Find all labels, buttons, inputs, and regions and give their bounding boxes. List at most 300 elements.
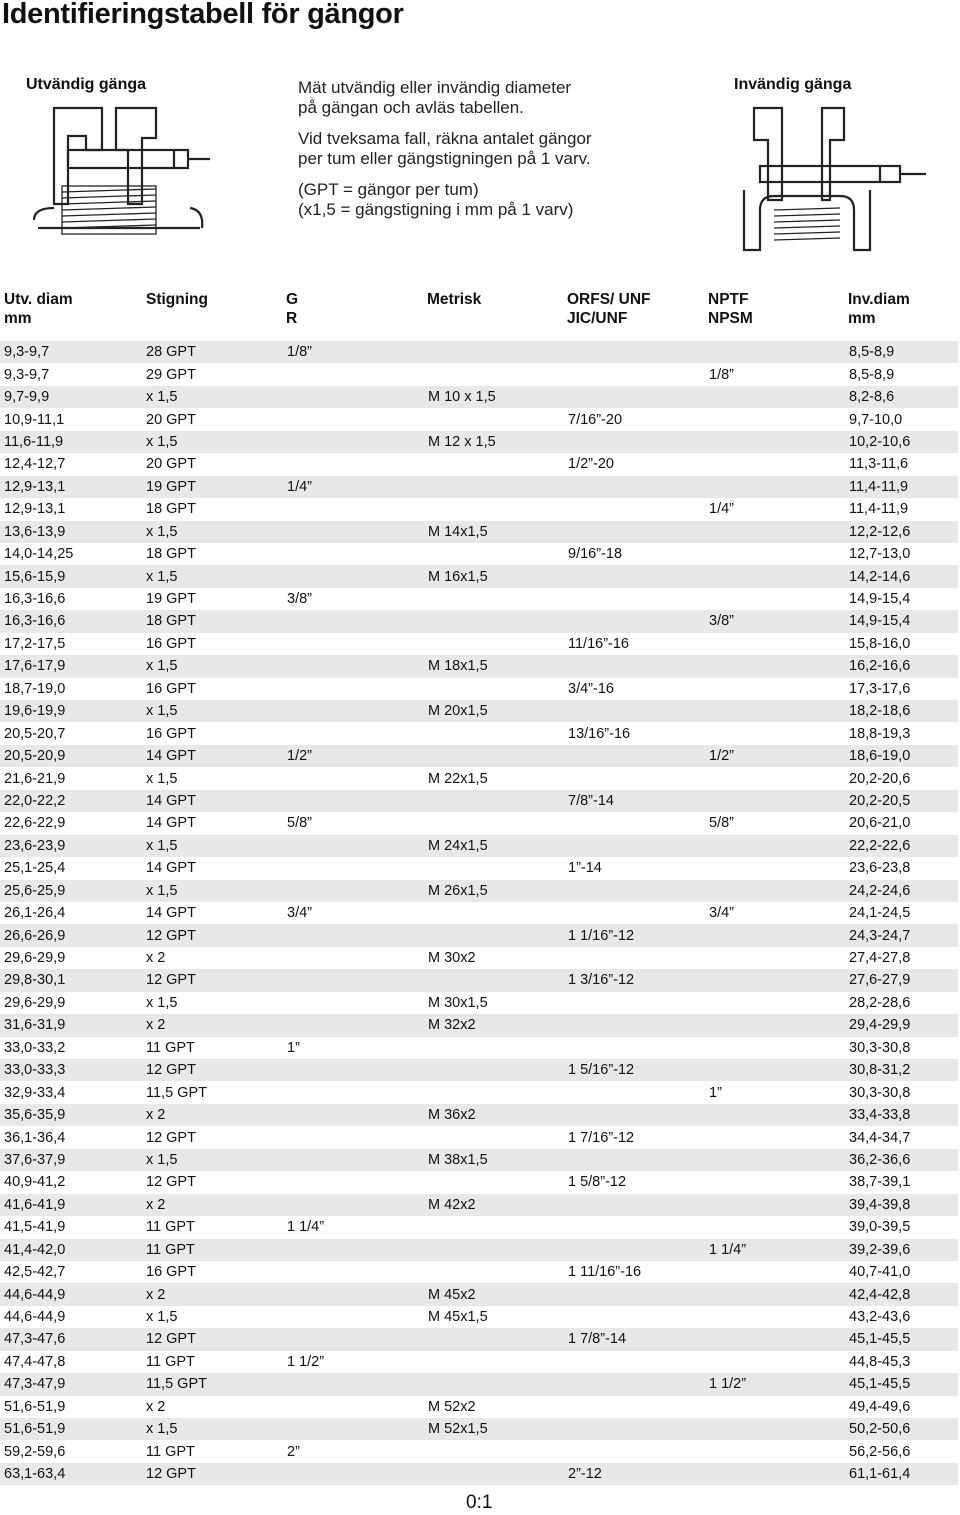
g-r-cell [283, 1306, 424, 1328]
inner-diameter-cell: 11,4-11,9 [845, 476, 958, 498]
outer-diameter-cell: 26,6-26,9 [0, 924, 142, 946]
inner-diameter-cell: 14,9-15,4 [845, 588, 958, 610]
outer-diameter-cell: 11,6-11,9 [0, 431, 142, 453]
g-r-cell [283, 610, 424, 632]
orfs-jic-cell [564, 1418, 705, 1440]
pitch-cell: 14 GPT [142, 790, 283, 812]
instruction-block-2 [298, 129, 638, 169]
metric-cell [424, 408, 564, 430]
orfs-jic-cell [564, 767, 705, 789]
orfs-jic-cell [564, 1373, 705, 1395]
table-row [0, 1014, 958, 1036]
table-row [0, 341, 958, 363]
g-r-cell [283, 767, 424, 789]
g-r-cell: 1 1/2” [283, 1351, 424, 1373]
outer-diameter-cell: 44,6-44,9 [0, 1306, 142, 1328]
inner-diameter-cell: 45,1-45,5 [845, 1373, 958, 1395]
g-r-cell [283, 969, 424, 991]
table-row [0, 1171, 958, 1193]
metric-cell [424, 678, 564, 700]
pitch-cell: x 1,5 [142, 565, 283, 587]
metric-cell [424, 924, 564, 946]
g-r-cell [283, 1059, 424, 1081]
outer-diameter-cell: 23,6-23,9 [0, 835, 142, 857]
table-row [0, 835, 958, 857]
pitch-cell: 29 GPT [142, 363, 283, 385]
orfs-jic-cell: 1 7/16”-12 [564, 1126, 705, 1148]
inner-diameter-cell: 30,3-30,8 [845, 1037, 958, 1059]
table-row [0, 767, 958, 789]
pitch-cell: x 2 [142, 1396, 283, 1418]
inner-diameter-cell: 18,8-19,3 [845, 722, 958, 744]
column-header-pitch [146, 290, 208, 309]
metric-cell [424, 902, 564, 924]
metric-cell [424, 1059, 564, 1081]
g-r-cell [283, 1463, 424, 1485]
nptf-npsm-cell [705, 1283, 845, 1305]
nptf-npsm-cell [705, 947, 845, 969]
pitch-cell: x 2 [142, 1194, 283, 1216]
table-row [0, 1216, 958, 1238]
inner-diameter-cell: 42,4-42,8 [845, 1283, 958, 1305]
header-line: JIC/UNF [567, 310, 628, 327]
header-line: Inv.diam [848, 291, 910, 308]
table-row [0, 1418, 958, 1440]
g-r-cell [283, 1081, 424, 1103]
header-line: NPTF [708, 291, 749, 308]
g-r-cell [283, 678, 424, 700]
inner-diameter-cell: 40,7-41,0 [845, 1261, 958, 1283]
orfs-jic-cell: 1 7/8”-14 [564, 1328, 705, 1350]
inner-diameter-cell: 39,2-39,6 [845, 1239, 958, 1261]
orfs-jic-cell [564, 521, 705, 543]
g-r-cell [283, 431, 424, 453]
metric-cell [424, 969, 564, 991]
orfs-jic-cell [564, 386, 705, 408]
orfs-jic-cell [564, 700, 705, 722]
pitch-cell: 18 GPT [142, 610, 283, 632]
orfs-jic-cell [564, 992, 705, 1014]
header-line: NPSM [708, 310, 753, 327]
outer-diameter-cell: 41,4-42,0 [0, 1239, 142, 1261]
table-row [0, 1239, 958, 1261]
metric-cell [424, 453, 564, 475]
thread-identification-table [0, 341, 958, 1485]
inner-diameter-cell: 22,2-22,6 [845, 835, 958, 857]
table-row [0, 1283, 958, 1305]
metric-cell [424, 1328, 564, 1350]
g-r-cell [283, 700, 424, 722]
table-row [0, 1149, 958, 1171]
orfs-jic-cell: 1 3/16”-12 [564, 969, 705, 991]
table-row [0, 992, 958, 1014]
metric-cell [424, 1261, 564, 1283]
table-row [0, 1306, 958, 1328]
inner-diameter-cell: 30,3-30,8 [845, 1081, 958, 1103]
nptf-npsm-cell [705, 341, 845, 363]
g-r-cell: 1/8” [283, 341, 424, 363]
metric-cell [424, 1081, 564, 1103]
table-row [0, 812, 958, 834]
outer-diameter-cell: 25,6-25,9 [0, 880, 142, 902]
g-r-cell [283, 790, 424, 812]
orfs-jic-cell: 2”-12 [564, 1463, 705, 1485]
instruction-block-3 [298, 180, 638, 220]
orfs-jic-cell [564, 812, 705, 834]
pitch-cell: x 1,5 [142, 835, 283, 857]
inner-diameter-cell: 33,4-33,8 [845, 1104, 958, 1126]
g-r-cell [283, 565, 424, 587]
nptf-npsm-cell [705, 790, 845, 812]
inner-diameter-cell: 29,4-29,9 [845, 1014, 958, 1036]
outer-diameter-cell: 13,6-13,9 [0, 521, 142, 543]
outer-diameter-cell: 33,0-33,3 [0, 1059, 142, 1081]
pitch-cell: 14 GPT [142, 902, 283, 924]
pitch-cell: x 1,5 [142, 1418, 283, 1440]
g-r-cell [283, 1239, 424, 1261]
pitch-cell: 28 GPT [142, 341, 283, 363]
nptf-npsm-cell [705, 543, 845, 565]
column-header-g-r [286, 290, 298, 328]
g-r-cell [283, 1283, 424, 1305]
outer-diameter-cell: 14,0-14,25 [0, 543, 142, 565]
outer-diameter-cell: 33,0-33,2 [0, 1037, 142, 1059]
outer-diameter-cell: 59,2-59,6 [0, 1440, 142, 1462]
metric-cell [424, 341, 564, 363]
orfs-jic-cell [564, 947, 705, 969]
pitch-cell: 12 GPT [142, 1171, 283, 1193]
outer-diameter-cell: 18,7-19,0 [0, 678, 142, 700]
nptf-npsm-cell [705, 588, 845, 610]
metric-cell [424, 610, 564, 632]
nptf-npsm-cell [705, 453, 845, 475]
orfs-jic-cell: 1 5/8”-12 [564, 1171, 705, 1193]
nptf-npsm-cell [705, 1126, 845, 1148]
inner-diameter-cell: 61,1-61,4 [845, 1463, 958, 1485]
pitch-cell: 11 GPT [142, 1216, 283, 1238]
inner-diameter-cell: 56,2-56,6 [845, 1440, 958, 1462]
inner-diameter-cell: 38,7-39,1 [845, 1171, 958, 1193]
g-r-cell: 1” [283, 1037, 424, 1059]
inner-diameter-cell: 27,6-27,9 [845, 969, 958, 991]
metric-cell [424, 857, 564, 879]
nptf-npsm-cell [705, 1014, 845, 1036]
inner-diameter-cell: 10,2-10,6 [845, 431, 958, 453]
pitch-cell: 12 GPT [142, 1328, 283, 1350]
header-line: G [286, 291, 299, 308]
inner-diameter-cell: 39,4-39,8 [845, 1194, 958, 1216]
pitch-cell: 11 GPT [142, 1351, 283, 1373]
outer-diameter-cell: 63,1-63,4 [0, 1463, 142, 1485]
nptf-npsm-cell [705, 1351, 845, 1373]
table-row [0, 476, 958, 498]
pitch-cell: 14 GPT [142, 745, 283, 767]
pitch-cell: x 1,5 [142, 1149, 283, 1171]
pitch-cell: 20 GPT [142, 408, 283, 430]
outer-diameter-cell: 35,6-35,9 [0, 1104, 142, 1126]
g-r-cell: 3/4” [283, 902, 424, 924]
table-body [0, 341, 958, 1485]
outer-diameter-cell: 12,9-13,1 [0, 498, 142, 520]
g-r-cell [283, 1149, 424, 1171]
table-row [0, 633, 958, 655]
metric-cell: M 24x1,5 [424, 835, 564, 857]
outer-diameter-cell: 26,1-26,4 [0, 902, 142, 924]
g-r-cell [283, 498, 424, 520]
pitch-cell: 11 GPT [142, 1037, 283, 1059]
g-r-cell [283, 655, 424, 677]
nptf-npsm-cell [705, 1059, 845, 1081]
outer-diameter-cell: 12,9-13,1 [0, 476, 142, 498]
outer-diameter-cell: 17,2-17,5 [0, 633, 142, 655]
pitch-cell: 16 GPT [142, 722, 283, 744]
pitch-cell: 19 GPT [142, 588, 283, 610]
nptf-npsm-cell [705, 1149, 845, 1171]
inner-diameter-cell: 34,4-34,7 [845, 1126, 958, 1148]
metric-cell [424, 1463, 564, 1485]
outer-diameter-cell: 17,6-17,9 [0, 655, 142, 677]
inner-diameter-cell: 8,5-8,9 [845, 363, 958, 385]
nptf-npsm-cell [705, 408, 845, 430]
table-row [0, 543, 958, 565]
table-row [0, 1396, 958, 1418]
metric-cell [424, 498, 564, 520]
table-row [0, 453, 958, 475]
orfs-jic-cell: 3/4”-16 [564, 678, 705, 700]
header-line: Stigning [146, 291, 208, 308]
metric-cell: M 18x1,5 [424, 655, 564, 677]
orfs-jic-cell [564, 1396, 705, 1418]
column-header-orfs-jic [567, 290, 651, 328]
metric-cell [424, 1037, 564, 1059]
nptf-npsm-cell: 1 1/2” [705, 1373, 845, 1395]
outer-diameter-cell: 47,3-47,6 [0, 1328, 142, 1350]
pitch-cell: 12 GPT [142, 969, 283, 991]
outer-diameter-cell: 22,0-22,2 [0, 790, 142, 812]
g-r-cell [283, 722, 424, 744]
outer-diameter-cell: 10,9-11,1 [0, 408, 142, 430]
pitch-cell: 18 GPT [142, 498, 283, 520]
nptf-npsm-cell [705, 655, 845, 677]
outer-diameter-cell: 9,3-9,7 [0, 363, 142, 385]
column-header-nptf-npsm [708, 290, 753, 328]
g-r-cell [283, 1328, 424, 1350]
table-row [0, 431, 958, 453]
outer-diameter-cell: 47,3-47,9 [0, 1373, 142, 1395]
table-row [0, 1194, 958, 1216]
g-r-cell: 1 1/4” [283, 1216, 424, 1238]
metric-cell: M 45x1,5 [424, 1306, 564, 1328]
orfs-jic-cell: 9/16”-18 [564, 543, 705, 565]
nptf-npsm-cell [705, 521, 845, 543]
nptf-npsm-cell [705, 1194, 845, 1216]
orfs-jic-cell [564, 1306, 705, 1328]
table-row [0, 1328, 958, 1350]
metric-cell: M 16x1,5 [424, 565, 564, 587]
pitch-cell: x 2 [142, 1014, 283, 1036]
g-r-cell [283, 1171, 424, 1193]
metric-cell [424, 1171, 564, 1193]
g-r-cell: 3/8” [283, 588, 424, 610]
orfs-jic-cell: 1 11/16”-16 [564, 1261, 705, 1283]
instruction-line: (x1,5 = gängstigning i mm på 1 varv) [298, 200, 574, 219]
metric-cell [424, 790, 564, 812]
column-header-metric [427, 290, 481, 309]
table-row [0, 1059, 958, 1081]
inner-diameter-cell: 36,2-36,6 [845, 1149, 958, 1171]
g-r-cell [283, 543, 424, 565]
orfs-jic-cell [564, 588, 705, 610]
outer-diameter-cell: 40,9-41,2 [0, 1171, 142, 1193]
orfs-jic-cell: 7/8”-14 [564, 790, 705, 812]
pitch-cell: x 1,5 [142, 1306, 283, 1328]
table-row [0, 722, 958, 744]
orfs-jic-cell [564, 476, 705, 498]
outer-diameter-cell: 44,6-44,9 [0, 1283, 142, 1305]
metric-cell [424, 1216, 564, 1238]
nptf-npsm-cell [705, 969, 845, 991]
table-row [0, 902, 958, 924]
g-r-cell [283, 1014, 424, 1036]
pitch-cell: x 1,5 [142, 880, 283, 902]
orfs-jic-cell [564, 498, 705, 520]
nptf-npsm-cell: 5/8” [705, 812, 845, 834]
instructions [298, 78, 638, 231]
metric-cell [424, 722, 564, 744]
table-row [0, 857, 958, 879]
orfs-jic-cell [564, 1194, 705, 1216]
inner-diameter-cell: 16,2-16,6 [845, 655, 958, 677]
table-row [0, 1261, 958, 1283]
pitch-cell: x 1,5 [142, 767, 283, 789]
metric-cell: M 32x2 [424, 1014, 564, 1036]
metric-cell [424, 363, 564, 385]
pitch-cell: 11,5 GPT [142, 1373, 283, 1395]
inner-diameter-cell: 44,8-45,3 [845, 1351, 958, 1373]
inner-diameter-cell: 50,2-50,6 [845, 1418, 958, 1440]
orfs-jic-cell: 1 5/16”-12 [564, 1059, 705, 1081]
outer-diameter-cell: 51,6-51,9 [0, 1396, 142, 1418]
orfs-jic-cell: 7/16”-20 [564, 408, 705, 430]
nptf-npsm-cell [705, 700, 845, 722]
outer-diameter-cell: 29,6-29,9 [0, 947, 142, 969]
table-row [0, 655, 958, 677]
outer-diameter-cell: 21,6-21,9 [0, 767, 142, 789]
metric-cell: M 52x2 [424, 1396, 564, 1418]
outer-diameter-cell: 29,8-30,1 [0, 969, 142, 991]
orfs-jic-cell [564, 655, 705, 677]
inner-diameter-cell: 23,6-23,8 [845, 857, 958, 879]
metric-cell: M 22x1,5 [424, 767, 564, 789]
metric-cell [424, 1126, 564, 1148]
nptf-npsm-cell: 1 1/4” [705, 1239, 845, 1261]
nptf-npsm-cell [705, 1104, 845, 1126]
outer-diameter-cell: 51,6-51,9 [0, 1418, 142, 1440]
outer-diameter-cell: 16,3-16,6 [0, 610, 142, 632]
inner-diameter-cell: 27,4-27,8 [845, 947, 958, 969]
nptf-npsm-cell [705, 1463, 845, 1485]
orfs-jic-cell [564, 1014, 705, 1036]
metric-cell [424, 543, 564, 565]
table-row [0, 1081, 958, 1103]
pitch-cell: x 2 [142, 1283, 283, 1305]
g-r-cell [283, 857, 424, 879]
metric-cell [424, 588, 564, 610]
inner-diameter-cell: 17,3-17,6 [845, 678, 958, 700]
pitch-cell: 16 GPT [142, 678, 283, 700]
inner-thread-label: Invändig gänga [734, 76, 852, 93]
nptf-npsm-cell: 3/8” [705, 610, 845, 632]
table-row [0, 1037, 958, 1059]
orfs-jic-cell [564, 880, 705, 902]
nptf-npsm-cell [705, 1440, 845, 1462]
pitch-cell: x 1,5 [142, 521, 283, 543]
outer-diameter-cell: 12,4-12,7 [0, 453, 142, 475]
nptf-npsm-cell: 3/4” [705, 902, 845, 924]
g-r-cell [283, 947, 424, 969]
inner-diameter-cell: 24,1-24,5 [845, 902, 958, 924]
instruction-line: Vid tveksama fall, räkna antalet gängor [298, 129, 592, 148]
orfs-jic-cell [564, 1081, 705, 1103]
page-title: Identifieringstabell för gängor [2, 0, 404, 30]
table-row [0, 700, 958, 722]
metric-cell [424, 1351, 564, 1373]
table-row [0, 1440, 958, 1462]
table-row [0, 610, 958, 632]
inner-diameter-cell: 24,2-24,6 [845, 880, 958, 902]
g-r-cell: 2” [283, 1440, 424, 1462]
header-line: ORFS/ UNF [567, 291, 651, 308]
nptf-npsm-cell [705, 1396, 845, 1418]
inner-diameter-cell: 11,4-11,9 [845, 498, 958, 520]
instruction-line: (GPT = gängor per tum) [298, 180, 479, 199]
table-row [0, 1104, 958, 1126]
table-header [0, 290, 960, 334]
instruction-line: per tum eller gängstigningen på 1 varv. [298, 149, 591, 168]
g-r-cell [283, 521, 424, 543]
pitch-cell: x 1,5 [142, 431, 283, 453]
instruction-line: Mät utvändig eller invändig diameter [298, 78, 572, 97]
pitch-cell: 11,5 GPT [142, 1081, 283, 1103]
metric-cell: M 42x2 [424, 1194, 564, 1216]
inner-diameter-cell: 14,9-15,4 [845, 610, 958, 632]
g-r-cell [283, 386, 424, 408]
pitch-cell: 12 GPT [142, 924, 283, 946]
column-header-outer-diameter [4, 290, 73, 328]
header-line: Metrisk [427, 291, 482, 308]
metric-cell: M 45x2 [424, 1283, 564, 1305]
outer-thread-label: Utvändig gänga [26, 76, 147, 93]
table-row [0, 969, 958, 991]
g-r-cell [283, 1396, 424, 1418]
table-row [0, 1351, 958, 1373]
orfs-jic-cell [564, 1283, 705, 1305]
inner-diameter-cell: 30,8-31,2 [845, 1059, 958, 1081]
nptf-npsm-cell [705, 835, 845, 857]
orfs-jic-cell [564, 902, 705, 924]
metric-cell [424, 1373, 564, 1395]
caliper-outer-thread-illustration [24, 100, 214, 260]
table-row [0, 386, 958, 408]
g-r-cell [283, 408, 424, 430]
orfs-jic-cell [564, 1149, 705, 1171]
outer-diameter-cell: 15,6-15,9 [0, 565, 142, 587]
orfs-jic-cell [564, 1239, 705, 1261]
g-r-cell [283, 1194, 424, 1216]
metric-cell [424, 1239, 564, 1261]
inner-diameter-cell: 18,6-19,0 [845, 745, 958, 767]
g-r-cell [283, 1261, 424, 1283]
